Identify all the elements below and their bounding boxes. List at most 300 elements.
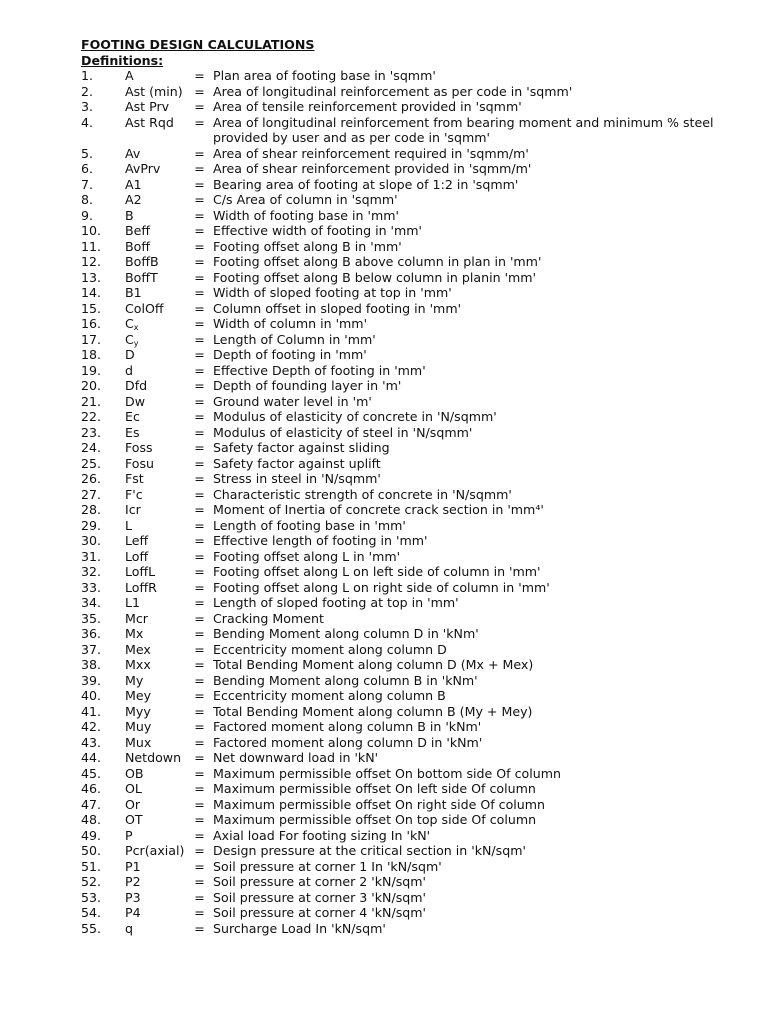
definition-symbol-text: Dw xyxy=(125,393,145,409)
definition-symbol xyxy=(125,409,186,425)
definition-number: 12. xyxy=(81,254,102,269)
definition-number: 43. xyxy=(81,734,102,750)
definition-text: Soil pressure at corner 3 'kN/sqm' xyxy=(213,889,426,905)
definition-number: 17. xyxy=(81,331,102,347)
definition-text: Moment of Inertia of concrete crack section in 'mm⁴' xyxy=(213,502,544,517)
definition-number: 50. xyxy=(81,843,102,858)
definition-symbol xyxy=(125,332,186,348)
definition-number: 18. xyxy=(81,347,102,362)
definition-number: 42. xyxy=(81,719,102,734)
definition-number: 24. xyxy=(81,440,102,455)
equals-sign: = xyxy=(194,83,205,99)
definition-row xyxy=(81,890,741,906)
definition-text: Effective length of footing in 'mm' xyxy=(213,533,428,548)
definition-row xyxy=(81,533,741,549)
definition-symbol-text: My xyxy=(125,672,144,688)
definition-symbol xyxy=(125,208,186,224)
definition-symbol xyxy=(125,394,186,410)
definition-symbol xyxy=(125,146,186,162)
definition-symbol-text: P2 xyxy=(125,874,141,889)
definition-row xyxy=(81,704,741,720)
definition-text: Safety factor against uplift xyxy=(213,455,381,471)
equals-sign: = xyxy=(194,796,205,812)
definition-number: 31. xyxy=(81,548,102,564)
definition-symbol xyxy=(125,425,186,441)
definition-text: Effective Depth of footing in 'mm' xyxy=(213,362,426,378)
definition-text: Bearing area of footing at slope of 1:2 in 'sqmm' xyxy=(213,176,519,192)
definition-row xyxy=(81,394,741,410)
definition-text: Depth of founding layer in 'm' xyxy=(213,378,402,393)
definition-number: 19. xyxy=(81,362,102,378)
definition-symbol xyxy=(125,781,186,797)
definition-text: Effective width of footing in 'mm' xyxy=(213,223,423,238)
definition-row xyxy=(81,208,741,224)
equals-sign: = xyxy=(194,781,205,796)
definition-symbol xyxy=(125,487,186,503)
definition-number: 40. xyxy=(81,688,102,703)
definition-symbol-text: A2 xyxy=(125,192,142,207)
definition-text: Maximum permissible offset On top side Of column xyxy=(213,812,537,827)
definition-number: 44. xyxy=(81,750,102,765)
definition-symbol-text: ColOff xyxy=(125,300,164,316)
definition-number: 39. xyxy=(81,672,102,688)
equals-sign: = xyxy=(194,300,205,316)
equals-sign: = xyxy=(194,145,205,161)
definition-text: Maximum permissible offset On left side Of column xyxy=(213,781,536,796)
definition-text: Total Bending Moment along column D (Mx + Mex) xyxy=(213,657,534,672)
definition-row xyxy=(81,564,741,580)
definitions-list xyxy=(81,68,741,936)
definition-symbol xyxy=(125,905,186,921)
definition-symbol xyxy=(125,440,186,456)
equals-sign: = xyxy=(194,68,205,83)
definition-symbol-text: AvPrv xyxy=(125,161,161,176)
definition-symbol xyxy=(125,874,186,890)
definition-text: Plan area of footing base in 'sqmm' xyxy=(213,68,436,83)
definition-symbol xyxy=(125,254,186,270)
definition-text: Column offset in sloped footing in 'mm' xyxy=(213,300,462,316)
equals-sign: = xyxy=(194,486,205,502)
definition-text: Modulus of elasticity of concrete in 'N/sqmm' xyxy=(213,409,497,424)
definition-row xyxy=(81,332,741,348)
definition-symbol xyxy=(125,285,186,301)
definition-text: Eccentricity moment along column D xyxy=(213,641,447,657)
definition-row xyxy=(81,595,741,611)
definition-row xyxy=(81,874,741,890)
definition-row xyxy=(81,843,741,859)
definition-symbol-text: Myy xyxy=(125,703,151,719)
definition-number: 9. xyxy=(81,207,94,223)
definition-symbol-text: Loff xyxy=(125,548,149,564)
definition-text: Total Bending Moment along column B (My + Mey) xyxy=(213,703,533,719)
equals-sign: = xyxy=(194,114,205,130)
equals-sign: = xyxy=(194,285,205,300)
definition-text: C/s Area of column in 'sqmm' xyxy=(213,192,398,207)
equals-sign: = xyxy=(194,161,205,176)
definition-row xyxy=(81,347,741,363)
equals-sign: = xyxy=(194,688,205,703)
definition-text: Design pressure at the critical section in 'kN/sqm' xyxy=(213,843,526,858)
definition-number: 29. xyxy=(81,517,102,533)
definition-row xyxy=(81,735,741,751)
definition-row xyxy=(81,239,741,255)
definition-symbol xyxy=(125,301,186,317)
definition-text: Area of longitudinal reinforcement as per code in 'sqmm' xyxy=(213,83,573,99)
definition-symbol-text: Ast (min) xyxy=(125,83,183,99)
definition-symbol xyxy=(125,68,186,84)
definition-symbol-text: Fosu xyxy=(125,455,155,471)
definition-text: Soil pressure at corner 1 In 'kN/sqm' xyxy=(213,858,442,874)
equals-sign: = xyxy=(194,641,205,657)
definition-row xyxy=(81,611,741,627)
definition-row xyxy=(81,378,741,394)
definition-number: 48. xyxy=(81,812,102,827)
equals-sign: = xyxy=(194,703,205,719)
equals-sign: = xyxy=(194,889,205,905)
definition-text: Bending Moment along column D in 'kNm' xyxy=(213,626,479,641)
definition-number: 21. xyxy=(81,393,102,409)
definition-text: Area of tensile reinforcement provided in 'sqmm' xyxy=(213,99,522,114)
definition-symbol-text: Leff xyxy=(125,533,149,548)
equals-sign: = xyxy=(194,548,205,564)
definition-number: 33. xyxy=(81,579,102,595)
definition-row xyxy=(81,316,741,332)
equals-sign: = xyxy=(194,331,205,347)
definition-row xyxy=(81,502,741,518)
definition-symbol-text: Netdown xyxy=(125,750,182,765)
definition-text: Maximum permissible offset On right side Of column xyxy=(213,796,546,812)
definition-symbol xyxy=(125,99,186,115)
definition-number: 8. xyxy=(81,192,94,207)
equals-sign: = xyxy=(194,316,205,331)
equals-sign: = xyxy=(194,719,205,734)
definition-row xyxy=(81,797,741,813)
definition-symbol-text: OL xyxy=(125,781,142,796)
definition-symbol xyxy=(125,223,186,239)
definition-symbol-text: Mux xyxy=(125,734,152,750)
definition-row xyxy=(81,828,741,844)
definition-number: 53. xyxy=(81,889,102,905)
equals-sign: = xyxy=(194,812,205,827)
definition-row xyxy=(81,487,741,503)
definition-number: 52. xyxy=(81,874,102,889)
equals-sign: = xyxy=(194,564,205,579)
definition-text: Modulus of elasticity of steel in 'N/sqmm' xyxy=(213,424,473,440)
equals-sign: = xyxy=(194,626,205,641)
definition-symbol xyxy=(125,828,186,844)
equals-sign: = xyxy=(194,99,205,114)
definition-symbol-text: OB xyxy=(125,765,144,781)
definition-symbol-text: P4 xyxy=(125,905,141,920)
definition-number: 37. xyxy=(81,641,102,657)
definition-symbol xyxy=(125,270,186,286)
definition-symbol xyxy=(125,921,186,937)
definition-text: Width of column in 'mm' xyxy=(213,316,368,331)
definition-symbol xyxy=(125,161,186,177)
definition-symbol-text: Pcr(axial) xyxy=(125,843,185,858)
definition-text: Footing offset along L in 'mm' xyxy=(213,548,401,564)
definition-row xyxy=(81,456,741,472)
definition-row xyxy=(81,905,741,921)
equals-sign: = xyxy=(194,409,205,424)
definition-number: 6. xyxy=(81,161,94,176)
definition-row xyxy=(81,859,741,875)
definition-text: Ground water level in 'm' xyxy=(213,393,372,409)
equals-sign: = xyxy=(194,378,205,393)
equals-sign: = xyxy=(194,471,205,486)
equals-sign: = xyxy=(194,269,205,285)
definition-symbol-text: Ast Prv xyxy=(125,99,170,114)
definition-symbol-text: Dfd xyxy=(125,378,148,393)
definition-symbol-text: BoffB xyxy=(125,254,159,269)
definition-number: 25. xyxy=(81,455,102,471)
definition-number: 7. xyxy=(81,176,94,192)
definition-symbol-text: OT xyxy=(125,812,143,827)
definition-text: Cracking Moment xyxy=(213,610,324,626)
definition-symbol xyxy=(125,719,186,735)
definition-number: 45. xyxy=(81,765,102,781)
definition-number: 16. xyxy=(81,316,102,331)
definition-symbol-text: Or xyxy=(125,796,141,812)
definition-symbol-text: d xyxy=(125,362,133,378)
definition-row xyxy=(81,146,741,162)
equals-sign: = xyxy=(194,827,205,843)
definition-row xyxy=(81,270,741,286)
definition-row xyxy=(81,177,741,193)
definition-symbol xyxy=(125,797,186,813)
definition-symbol-text: A xyxy=(125,68,134,83)
definition-row xyxy=(81,223,741,239)
equals-sign: = xyxy=(194,765,205,781)
definition-text: Area of shear reinforcement required in 'sqmm/m' xyxy=(213,145,529,161)
equals-sign: = xyxy=(194,192,205,207)
equals-sign: = xyxy=(194,843,205,858)
definition-symbol-text: F'c xyxy=(125,486,143,502)
definition-symbol-text: C xyxy=(125,316,134,331)
definition-symbol xyxy=(125,363,186,379)
definition-number: 49. xyxy=(81,827,102,843)
definition-symbol xyxy=(125,84,186,100)
equals-sign: = xyxy=(194,455,205,471)
definition-number: 30. xyxy=(81,533,102,548)
definition-number: 13. xyxy=(81,269,102,285)
definition-row xyxy=(81,657,741,673)
definition-symbol-text: A1 xyxy=(125,176,142,192)
definition-row xyxy=(81,285,741,301)
definition-symbol xyxy=(125,611,186,627)
definition-number: 27. xyxy=(81,486,102,502)
definition-row xyxy=(81,99,741,115)
definition-row xyxy=(81,84,741,100)
definition-row xyxy=(81,471,741,487)
definition-symbol xyxy=(125,177,186,193)
definition-number: 38. xyxy=(81,657,102,672)
definition-row xyxy=(81,626,741,642)
definition-number: 5. xyxy=(81,145,94,161)
definition-row xyxy=(81,192,741,208)
definitions-table xyxy=(81,68,741,936)
equals-sign: = xyxy=(194,223,205,238)
definition-symbol-text: P xyxy=(125,827,133,843)
definition-number: 15. xyxy=(81,300,102,316)
definition-row xyxy=(81,440,741,456)
equals-sign: = xyxy=(194,750,205,765)
equals-sign: = xyxy=(194,734,205,750)
definition-symbol xyxy=(125,549,186,565)
definition-symbol-text: B1 xyxy=(125,285,142,300)
definition-symbol xyxy=(125,347,186,363)
equals-sign: = xyxy=(194,610,205,626)
definition-symbol-text: Mx xyxy=(125,626,144,641)
definition-number: 1. xyxy=(81,68,94,83)
definition-text: Length of footing base in 'mm' xyxy=(213,517,406,533)
definition-symbol xyxy=(125,812,186,828)
definition-symbol xyxy=(125,115,186,146)
definition-symbol xyxy=(125,673,186,689)
definition-row xyxy=(81,642,741,658)
definition-row xyxy=(81,161,741,177)
definition-row xyxy=(81,812,741,828)
definition-number: 22. xyxy=(81,409,102,424)
equals-sign: = xyxy=(194,440,205,455)
definition-text: Safety factor against sliding xyxy=(213,440,390,455)
equals-sign: = xyxy=(194,595,205,610)
definition-text: Bending Moment along column B in 'kNm' xyxy=(213,672,478,688)
definition-symbol-text: C xyxy=(125,331,134,347)
equals-sign: = xyxy=(194,874,205,889)
definition-number: 10. xyxy=(81,223,102,238)
definition-text: Width of sloped footing at top in 'mm' xyxy=(213,285,452,300)
definition-text: Stress in steel in 'N/sqmm' xyxy=(213,471,381,486)
definition-row xyxy=(81,750,741,766)
equals-sign: = xyxy=(194,579,205,595)
definition-symbol-text: Icr xyxy=(125,502,141,517)
definition-symbol xyxy=(125,688,186,704)
definition-row xyxy=(81,115,741,146)
definition-symbol-text: Av xyxy=(125,145,141,161)
definition-row xyxy=(81,580,741,596)
definition-text: Footing offset along B in 'mm' xyxy=(213,238,402,254)
definition-symbol-text: LoffR xyxy=(125,579,157,595)
definition-symbol-text: Beff xyxy=(125,223,151,238)
equals-sign: = xyxy=(194,657,205,672)
definition-symbol xyxy=(125,239,186,255)
definition-symbol-text: Boff xyxy=(125,238,151,254)
definition-row xyxy=(81,301,741,317)
equals-sign: = xyxy=(194,905,205,920)
definition-text: Length of sloped footing at top in 'mm' xyxy=(213,595,459,610)
definition-symbol-text: Es xyxy=(125,424,140,440)
definition-row xyxy=(81,254,741,270)
equals-sign: = xyxy=(194,238,205,254)
definition-number: 36. xyxy=(81,626,102,641)
definition-symbol-text: Foss xyxy=(125,440,153,455)
definition-text: Net downward load in 'kN' xyxy=(213,750,379,765)
definition-symbol xyxy=(125,843,186,859)
definition-number: 2. xyxy=(81,83,94,99)
definition-symbol-text: P3 xyxy=(125,889,141,905)
definition-text: Soil pressure at corner 4 'kN/sqm' xyxy=(213,905,426,920)
definition-symbol xyxy=(125,642,186,658)
definition-row xyxy=(81,68,741,84)
definition-number: 11. xyxy=(81,238,102,254)
equals-sign: = xyxy=(194,176,205,192)
definition-number: 28. xyxy=(81,502,102,517)
equals-sign: = xyxy=(194,362,205,378)
equals-sign: = xyxy=(194,858,205,874)
definition-symbol xyxy=(125,735,186,751)
definition-symbol xyxy=(125,192,186,208)
definition-row xyxy=(81,921,741,937)
definition-symbol-text: Muy xyxy=(125,719,152,734)
definition-text: Footing offset along B above column in plan in 'mm' xyxy=(213,254,542,269)
definition-number: 54. xyxy=(81,905,102,920)
definition-row xyxy=(81,719,741,735)
definition-symbol xyxy=(125,564,186,580)
definition-row xyxy=(81,781,741,797)
equals-sign: = xyxy=(194,424,205,440)
definition-symbol xyxy=(125,378,186,394)
definition-symbol-text: Mey xyxy=(125,688,152,703)
definition-symbol-subscript: y xyxy=(133,338,139,348)
definition-symbol xyxy=(125,580,186,596)
definition-symbol-text: Ast Rqd xyxy=(125,114,174,130)
definition-text: Footing offset along B below column in planin 'mm' xyxy=(213,269,537,285)
definition-number: 47. xyxy=(81,796,102,812)
definition-row xyxy=(81,688,741,704)
definition-symbol-text: Mcr xyxy=(125,610,148,626)
definition-number: 4. xyxy=(81,114,94,130)
definition-symbol-text: Mxx xyxy=(125,657,151,672)
definitions-heading: Definitions: xyxy=(81,52,164,68)
definition-text: Length of Column in 'mm' xyxy=(213,331,376,347)
equals-sign: = xyxy=(194,207,205,223)
definition-symbol xyxy=(125,316,186,332)
definition-symbol-text: Fst xyxy=(125,471,144,486)
definition-symbol xyxy=(125,533,186,549)
definition-number: 14. xyxy=(81,285,102,300)
definition-row xyxy=(81,363,741,379)
definition-text: Footing offset along L on left side of column in 'mm' xyxy=(213,564,541,579)
definition-text: Width of footing base in 'mm' xyxy=(213,207,399,223)
definition-symbol-text: D xyxy=(125,347,135,362)
definition-symbol xyxy=(125,859,186,875)
definition-number: 32. xyxy=(81,564,102,579)
definition-symbol xyxy=(125,595,186,611)
definition-text: Surcharge Load In 'kN/sqm' xyxy=(213,920,386,936)
equals-sign: = xyxy=(194,502,205,517)
definition-text: Area of longitudinal reinforcement from bearing moment and minimum % steel provided by user and as per code in 'sqmm' xyxy=(213,114,714,145)
definition-number: 23. xyxy=(81,424,102,440)
definition-symbol xyxy=(125,704,186,720)
definition-text: Area of shear reinforcement provided in 'sqmm/m' xyxy=(213,161,532,176)
equals-sign: = xyxy=(194,347,205,362)
definition-row xyxy=(81,766,741,782)
equals-sign: = xyxy=(194,533,205,548)
definition-number: 51. xyxy=(81,858,102,874)
definition-symbol-text: LoffL xyxy=(125,564,156,579)
definition-text: Depth of footing in 'mm' xyxy=(213,347,367,362)
definition-symbol-text: L xyxy=(125,517,133,533)
definition-symbol xyxy=(125,766,186,782)
definition-symbol xyxy=(125,890,186,906)
definition-symbol-text: q xyxy=(125,920,133,936)
definition-text: Footing offset along L on right side of column in 'mm' xyxy=(213,579,550,595)
definition-row xyxy=(81,518,741,534)
definition-symbol-text: Mex xyxy=(125,641,151,657)
equals-sign: = xyxy=(194,254,205,269)
definition-row xyxy=(81,425,741,441)
